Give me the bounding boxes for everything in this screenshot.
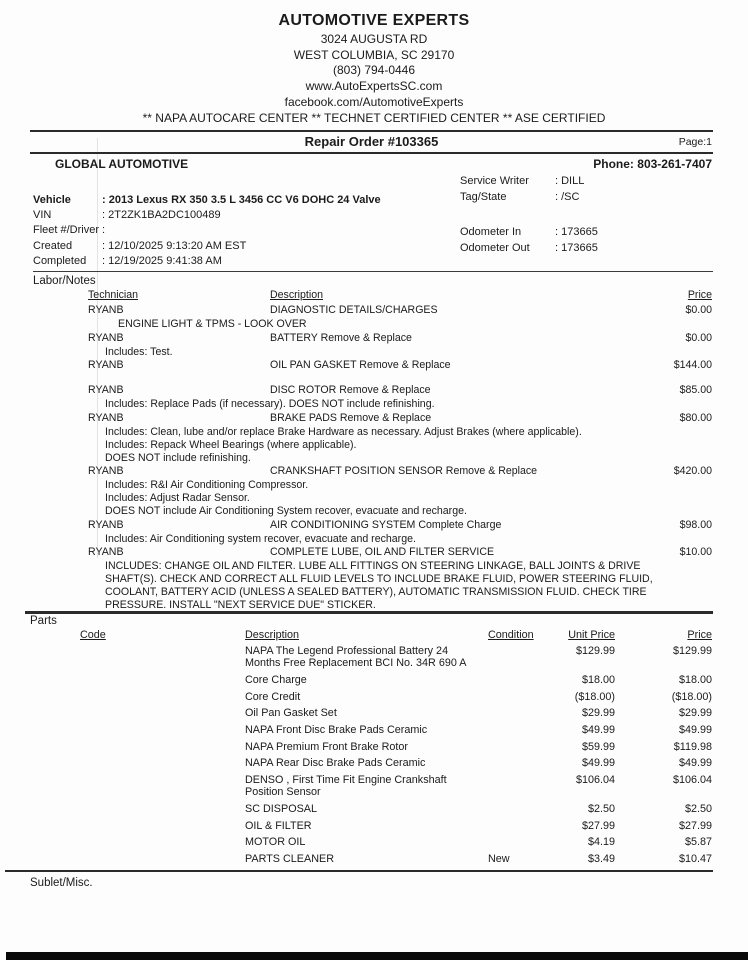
labor-price: $10.00 [679,546,712,558]
parts-description: SC DISPOSAL [245,803,318,816]
labor-description: CRANKSHAFT POSITION SENSOR Remove & Replace [270,465,538,477]
parts-description: NAPA Rear Disc Brake Pads Ceramic [245,757,426,770]
labor-item [0,412,748,465]
labor-note: Includes: R&I Air Conditioning Compressor. [105,479,309,491]
labor-item [0,465,748,518]
labor-note: DOES NOT include refinishing. [105,451,251,464]
labor-technician: RYANB [88,384,124,396]
labor-price: $420.00 [673,465,712,477]
labor-price: $144.00 [673,359,712,371]
parts-price: $29.99 [678,707,712,720]
service-writer-row [460,174,598,190]
odometer-in-row [460,225,598,241]
parts-price: $119.98 [673,740,712,753]
parts-rows [0,645,748,865]
parts-row [0,707,748,719]
parts-description: DENSO , First Time Fit Engine Crankshaft Position Sensor [245,774,447,799]
vehicle-row [33,193,381,208]
parts-description: NAPA Front Disc Brake Pads Ceramic [245,724,428,737]
labor-description: OIL PAN GASKET Remove & Replace [270,359,451,371]
parts-price: $18.00 [678,673,712,686]
parts-unit-price: $3.49 [587,853,615,866]
parts-description: OIL & FILTER [245,819,312,832]
parts-unit-price: $129.99 [575,645,615,657]
labor-note: Includes: Test. [105,345,173,358]
labor-description: COMPLETE LUBE, OIL AND FILTER SERVICE [270,546,495,558]
parts-heading: Parts [30,615,57,627]
labor-price: $85.00 [679,384,712,396]
parts-unit-price: $49.99 [581,724,615,737]
parts-description: Oil Pan Gasket Set [245,707,337,720]
labor-technician: RYANB [88,304,124,316]
parts-header-description: Description [245,629,300,641]
labor-technician: RYANB [88,518,124,531]
labor-row [0,519,748,533]
parts-row [0,853,748,865]
labor-description: DIAGNOSTIC DETAILS/CHARGES [270,304,438,316]
section-divider [25,611,713,614]
labor-note: Includes: Replace Pads (if necessary). DOES NOT include refinishing. [105,398,435,410]
labor-item [0,304,748,331]
business-name: AUTOMOTIVE EXPERTS [278,12,470,29]
labor-row [0,465,748,479]
parts-unit-price: $59.99 [581,740,615,753]
fleet-driver-label: Fleet #/Driver [33,224,100,237]
parts-price: $5.87 [684,836,712,849]
parts-unit-price: $27.99 [581,819,615,832]
sublet-misc-heading: Sublet/Misc. [30,877,93,889]
labor-table-header [0,289,748,304]
section-divider [30,152,713,154]
completed-label: Completed [33,254,87,267]
business-address-line2: WEST COLUMBIA, SC 29170 [293,47,455,62]
parts-unit-price: $29.99 [581,707,615,720]
labor-technician: RYANB [88,331,124,344]
parts-row [0,774,748,798]
labor-note: Includes: Clean, lube and/or replace Brake Hardware as necessary. Adjust Brakes (where applicable). [105,425,582,438]
parts-unit-price: $49.99 [581,757,615,770]
labor-header-price: Price [687,289,712,301]
parts-price: $27.99 [678,819,712,832]
labor-row [0,412,748,426]
parts-unit-price: $2.50 [587,803,615,816]
labor-rows [0,304,748,612]
parts-description: NAPA The Legend Professional Battery 24 Months Free Replacement BCI No. 34R 690 A [245,645,467,670]
labor-item [0,519,748,546]
labor-price: $0.00 [685,304,712,316]
service-writer-label: Service Writer [460,175,529,187]
parts-row [0,724,748,736]
parts-price: $10.47 [678,853,712,866]
tag-state-row [460,190,598,206]
parts-description: MOTOR OIL [245,836,306,849]
parts-description: PARTS CLEANER [245,853,335,866]
labor-technician: RYANB [88,411,124,424]
scan-edge-bar [6,952,748,960]
parts-condition: New [488,853,510,866]
section-divider [30,130,713,132]
parts-price: $129.99 [672,645,712,657]
labor-header-description: Description [270,289,323,301]
odometer-in-label: Odometer In [460,226,522,238]
parts-row [0,674,748,686]
parts-description: NAPA Premium Front Brake Rotor [245,740,409,753]
odometer-out-row [460,241,598,257]
labor-header-technician: Technician [88,289,139,301]
labor-row [0,304,748,318]
labor-description: DISC ROTOR Remove & Replace [270,384,431,396]
customer-name: GLOBAL AUTOMOTIVE [55,157,189,171]
parts-unit-price: $18.00 [581,673,615,686]
tag-state-value: : /SC [555,190,580,203]
parts-header-price: Price [687,629,712,641]
labor-description: BATTERY Remove & Replace [270,331,412,344]
labor-item [0,359,748,373]
parts-unit-price: $4.19 [587,836,615,849]
labor-item [0,332,748,359]
parts-description: Core Credit [245,690,301,703]
labor-row [0,384,748,398]
business-website: www.AutoExpertsSC.com [305,79,443,94]
parts-unit-price: ($18.00) [574,690,615,703]
labor-note: ENGINE LIGHT & TPMS - LOOK OVER [118,318,307,330]
order-title: Repair Order #103365 [304,134,439,149]
labor-note: Includes: Repack Wheel Bearings (where applicable). [105,438,357,451]
created-label: Created [33,239,73,252]
labor-section [0,275,748,613]
labor-note: Includes: Adjust Radar Sensor. [105,492,250,504]
created-row [33,239,381,254]
labor-technician: RYANB [88,465,124,477]
vin-value: : 2T2ZK1BA2DC100489 [102,209,221,222]
parts-row [0,741,748,753]
labor-item [0,384,748,411]
labor-description: AIR CONDITIONING SYSTEM Complete Charge [270,518,502,531]
labor-price: $0.00 [685,331,712,344]
labor-note: Includes: Air Conditioning system recover, evacuate and recharge. [105,532,416,545]
labor-price: $80.00 [679,411,712,424]
labor-notes-heading: Labor/Notes [33,275,96,287]
parts-description: Core Charge [245,673,307,686]
labor-item [0,546,748,612]
section-divider [5,870,713,872]
labor-technician: RYANB [88,359,124,371]
parts-row [0,757,748,769]
labor-price: $98.00 [679,518,712,531]
vehicle-value: : 2013 Lexus RX 350 3.5 L 3456 CC V6 DOHC 24 Valve [102,194,381,206]
parts-header-condition: Condition [488,629,534,641]
fleet-driver-row [33,223,381,238]
service-info-block [460,174,598,256]
customer-row [55,157,712,171]
parts-row [0,820,748,832]
parts-section [0,615,748,870]
labor-row [0,359,748,373]
parts-header-code: Code [80,629,106,641]
parts-row [0,645,748,669]
odometer-in-value: : 173665 [555,226,598,238]
labor-row [0,332,748,346]
page-number: Page:1 [678,136,712,148]
business-facebook: facebook.com/AutomotiveExperts [284,94,464,109]
labor-technician: RYANB [88,546,124,558]
order-title-row [30,134,713,150]
service-writer-value: : DILL [555,175,585,187]
customer-phone: Phone: 803-261-7407 [593,157,712,171]
vin-row [33,208,381,223]
created-value: : 12/10/2025 9:13:20 AM EST [102,239,247,252]
completed-value: : 12/19/2025 9:41:38 AM [102,254,222,267]
fleet-driver-value: : [102,224,106,237]
parts-row [0,836,748,848]
vin-label: VIN [33,209,52,222]
business-certifications: ** NAPA AUTOCARE CENTER ** TECHNET CERTIFIED CENTER ** ASE CERTIFIED [142,110,606,125]
parts-row [0,803,748,815]
parts-price: ($18.00) [671,690,712,703]
parts-price: $49.99 [678,757,712,770]
tag-state-label: Tag/State [460,190,507,203]
business-header [0,13,748,127]
labor-note: DOES NOT include Air Conditioning System recover, evacuate and recharge. [105,505,467,517]
parts-price: $2.50 [684,803,712,816]
completed-row [33,254,381,269]
odometer-out-label: Odometer Out [460,241,530,254]
section-divider [33,271,713,272]
parts-price: $49.99 [678,724,712,737]
labor-note: INCLUDES: CHANGE OIL AND FILTER. LUBE ALL FITTINGS ON STEERING LINKAGE, BALL JOINTS & DRIVE SHAFT(S). CHECK AND CORRECT ALL FLUID LEVELS TO INCLUDE BRAKE FLUID, POWER STEERING FLUID, COOLANT, BATTERY ACID (UNLESS A SEALED BATTERY), AUTOMATIC TRANSMISSION FLUID. CHECK TIRE PRESSURE. INSTALL "NEXT SERVICE DUE" STICKER. [105,560,653,611]
business-phone: (803) 794-0446 [332,63,416,78]
business-address-line1: 3024 AUGUSTA RD [320,31,428,46]
labor-description: BRAKE PADS Remove & Replace [270,411,432,424]
parts-price: $106.04 [672,774,712,787]
labor-row [0,546,748,560]
parts-unit-price: $106.04 [575,774,615,787]
vehicle-label: Vehicle [33,194,71,206]
parts-row [0,691,748,703]
odometer-out-value: : 173665 [555,241,598,254]
parts-header-unit-price: Unit Price [568,629,615,641]
parts-table-header [0,629,748,645]
vehicle-info-block [33,193,381,269]
